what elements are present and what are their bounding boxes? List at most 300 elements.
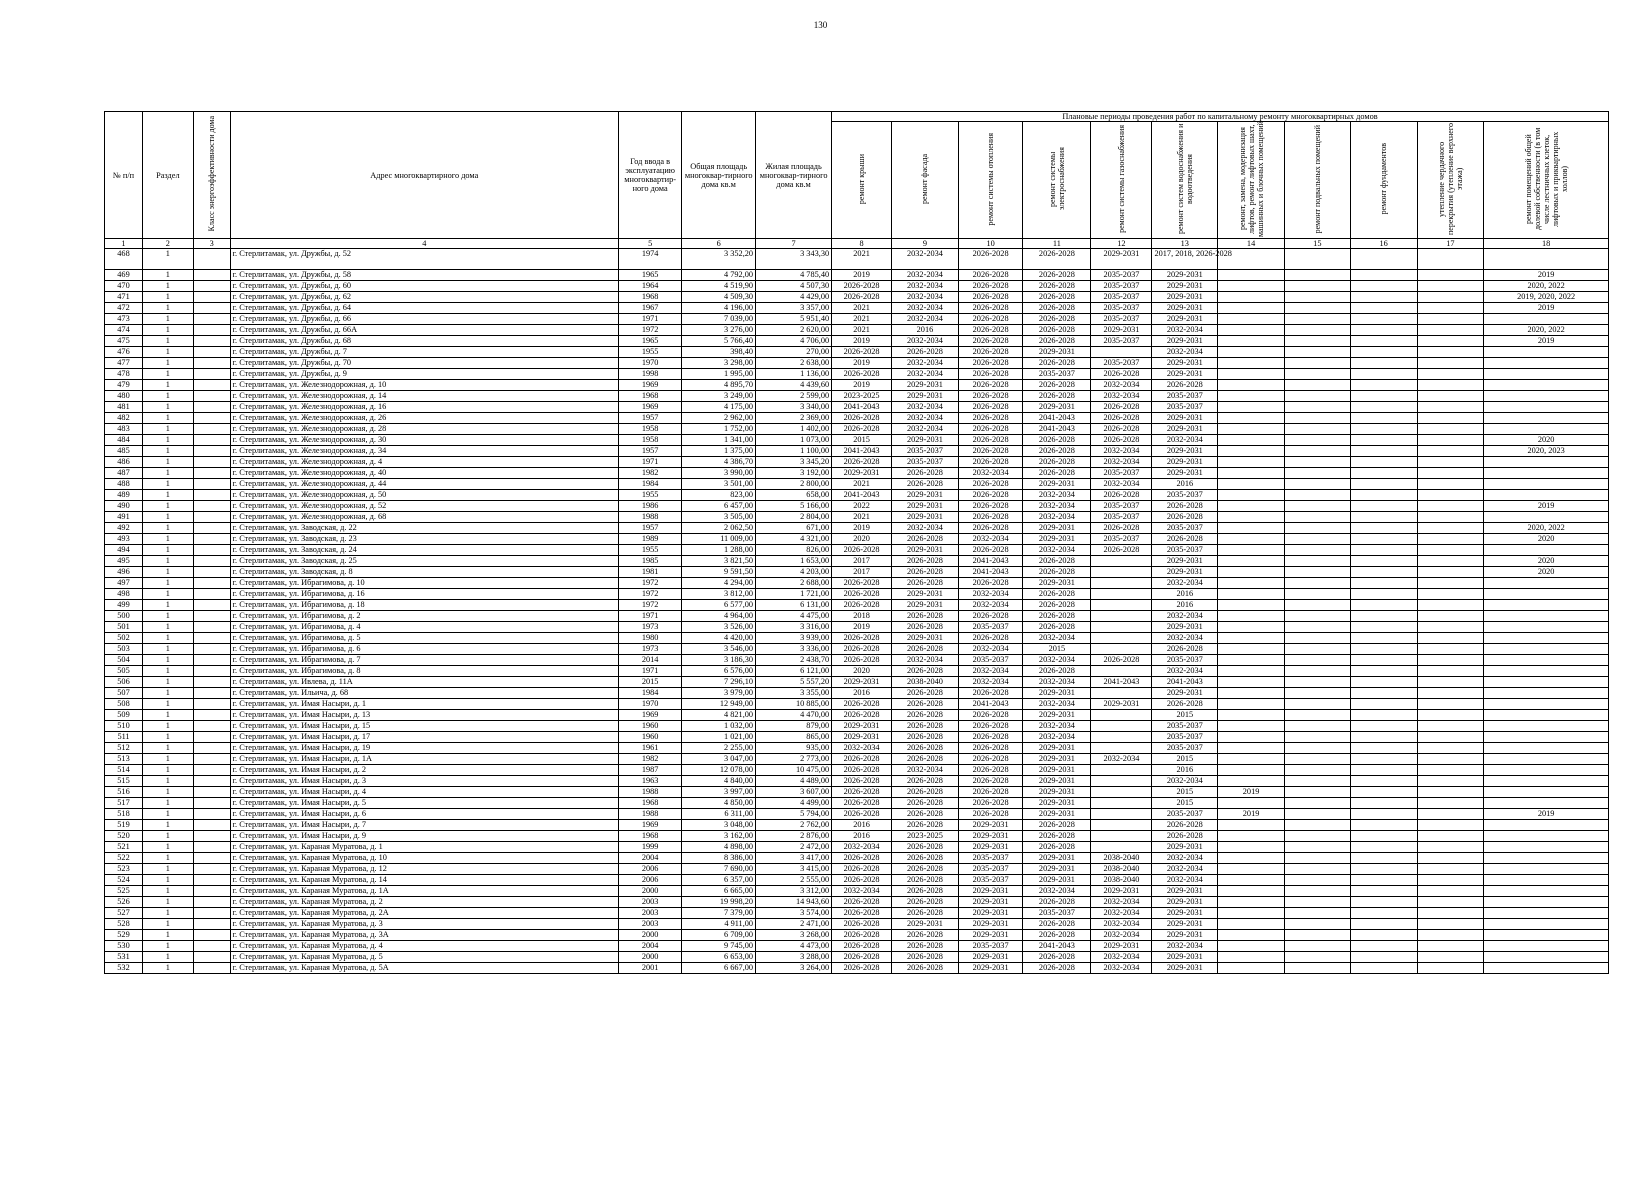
table-cell: 2032-2034 <box>1023 721 1091 732</box>
table-cell: 2016 <box>892 325 959 336</box>
table-cell: 480 <box>105 391 143 402</box>
table-cell: 2032-2034 <box>1152 347 1218 358</box>
table-cell: 2018 <box>832 611 892 622</box>
table-cell <box>1284 545 1350 556</box>
table-row <box>105 831 1609 842</box>
table-cell: 469 <box>105 270 143 281</box>
table-cell: 472 <box>105 303 143 314</box>
table-row <box>105 776 1609 787</box>
table-cell: 1 <box>143 919 194 930</box>
table-cell: 2032-2034 <box>1091 908 1152 919</box>
table-cell <box>193 666 230 677</box>
table-cell: 2 876,00 <box>756 831 832 842</box>
table-cell: 2035-2037 <box>958 853 1023 864</box>
table-cell: 2026-2028 <box>892 820 959 831</box>
address-cell: г. Стерлитамак, ул. Имая Насыри, д. 6 <box>230 809 618 820</box>
table-cell: 515 <box>105 776 143 787</box>
table-cell: 2041-2043 <box>1023 413 1091 424</box>
table-cell: 2029-2031 <box>1152 303 1218 314</box>
table-row <box>105 765 1609 776</box>
table-cell: 2032-2034 <box>832 743 892 754</box>
header-electric: ремонт системы электроснабжения <box>1023 122 1091 239</box>
table-cell <box>1218 314 1285 325</box>
table-cell: 2038-2040 <box>1091 864 1152 875</box>
table-cell: 2026-2028 <box>892 842 959 853</box>
table-cell: 1972 <box>618 578 681 589</box>
table-cell: 2000 <box>618 930 681 941</box>
table-cell <box>193 457 230 468</box>
table-cell: 1969 <box>618 710 681 721</box>
table-cell <box>1218 930 1285 941</box>
table-cell: 2026-2028 <box>958 336 1023 347</box>
table-cell <box>1350 523 1417 534</box>
table-cell: 2029-2031 <box>1091 325 1152 336</box>
table-cell <box>1284 743 1350 754</box>
table-cell <box>1284 919 1350 930</box>
table-cell <box>1218 391 1285 402</box>
table-cell: 3 997,00 <box>682 787 756 798</box>
table-cell: 4 470,00 <box>756 710 832 721</box>
table-cell: 1965 <box>618 336 681 347</box>
table-cell: 2029-2031 <box>1152 281 1218 292</box>
table-cell: 2026-2028 <box>892 666 959 677</box>
table-row <box>105 875 1609 886</box>
table-row <box>105 567 1609 578</box>
table-cell: 4 473,00 <box>756 941 832 952</box>
table-cell <box>1284 721 1350 732</box>
table-cell: 1968 <box>618 292 681 303</box>
table-cell: 2032-2034 <box>892 314 959 325</box>
table-cell: 6 653,00 <box>682 952 756 963</box>
address-cell: г. Стерлитамак, ул. Дружбы, д. 68 <box>230 336 618 347</box>
table-cell <box>1417 853 1484 864</box>
table-cell: 2026-2028 <box>958 358 1023 369</box>
table-cell <box>1417 556 1484 567</box>
table-cell: 2032-2034 <box>1152 611 1218 622</box>
table-cell: 2026-2028 <box>1023 963 1091 974</box>
table-cell <box>1417 424 1484 435</box>
address-cell: г. Стерлитамак, ул. Дружбы, д. 64 <box>230 303 618 314</box>
table-cell <box>1218 897 1285 908</box>
table-cell: 3 812,00 <box>682 589 756 600</box>
table-cell: 2035-2037 <box>1152 732 1218 743</box>
table-cell <box>1218 369 1285 380</box>
table-cell: 2 688,00 <box>756 578 832 589</box>
table-cell: 658,00 <box>756 490 832 501</box>
table-cell: 4 840,00 <box>682 776 756 787</box>
table-cell: 2026-2028 <box>832 853 892 864</box>
table-cell <box>1284 358 1350 369</box>
table-cell: 2035-2037 <box>958 864 1023 875</box>
table-cell: 2026-2028 <box>892 963 959 974</box>
table-cell <box>1417 325 1484 336</box>
table-cell: 1968 <box>618 798 681 809</box>
address-cell: г. Стерлитамак, ул. Дружбы, д. 60 <box>230 281 618 292</box>
table-cell <box>1350 941 1417 952</box>
table-row <box>105 435 1609 446</box>
table-row <box>105 380 1609 391</box>
table-cell <box>1417 732 1484 743</box>
table-cell <box>1284 765 1350 776</box>
table-cell <box>193 721 230 732</box>
table-cell: 1 <box>143 413 194 424</box>
table-cell: 2035-2037 <box>1152 655 1218 666</box>
table-cell: 14 943,60 <box>756 897 832 908</box>
table-cell: 2032-2034 <box>1091 391 1152 402</box>
address-cell: г. Стерлитамак, ул. Караная Муратова, д. 14 <box>230 875 618 886</box>
table-cell <box>193 765 230 776</box>
table-cell: 525 <box>105 886 143 897</box>
table-cell <box>193 886 230 897</box>
address-cell: г. Стерлитамак, ул. Железнодорожная, д. 30 <box>230 435 618 446</box>
table-cell: 2026-2028 <box>892 743 959 754</box>
table-cell: 1982 <box>618 754 681 765</box>
table-cell: 2026-2028 <box>958 611 1023 622</box>
table-cell <box>1484 963 1609 974</box>
table-row <box>105 446 1609 457</box>
table-cell: 2026-2028 <box>1023 380 1091 391</box>
table-cell <box>193 930 230 941</box>
table-cell: 1985 <box>618 556 681 567</box>
table-cell: 2014 <box>618 655 681 666</box>
table-cell <box>193 468 230 479</box>
address-cell: г. Стерлитамак, ул. Железнодорожная, д. 14 <box>230 391 618 402</box>
table-cell <box>1284 831 1350 842</box>
table-cell: 2029-2031 <box>1023 809 1091 820</box>
table-cell <box>1091 710 1152 721</box>
table-cell <box>1417 457 1484 468</box>
table-cell <box>193 787 230 798</box>
table-cell: 1971 <box>618 457 681 468</box>
table-cell <box>193 479 230 490</box>
table-cell: 2026-2028 <box>832 424 892 435</box>
table-cell <box>1284 567 1350 578</box>
table-cell: 1 <box>143 325 194 336</box>
table-cell: 499 <box>105 600 143 611</box>
table-cell <box>1417 842 1484 853</box>
table-cell: 2026-2028 <box>1152 512 1218 523</box>
table-cell: 2026-2028 <box>958 424 1023 435</box>
table-cell <box>193 270 230 281</box>
table-cell: 1 <box>143 468 194 479</box>
table-cell: 1970 <box>618 358 681 369</box>
table-cell <box>193 249 230 270</box>
table-cell: 1 <box>143 776 194 787</box>
table-cell: 2021 <box>832 249 892 270</box>
table-cell <box>1350 589 1417 600</box>
table-cell <box>1484 897 1609 908</box>
table-cell: 3 345,20 <box>756 457 832 468</box>
table-cell: 2035-2037 <box>1091 468 1152 479</box>
table-cell <box>1350 897 1417 908</box>
table-cell <box>1218 941 1285 952</box>
table-row <box>105 732 1609 743</box>
table-cell <box>1284 523 1350 534</box>
table-cell: 2029-2031 <box>1152 930 1218 941</box>
table-cell: 2035-2037 <box>1152 391 1218 402</box>
table-cell: 473 <box>105 314 143 325</box>
table-cell: 1 <box>143 391 194 402</box>
table-cell <box>1484 710 1609 721</box>
table-cell: 1965 <box>618 270 681 281</box>
table-cell <box>1284 699 1350 710</box>
table-cell <box>193 589 230 600</box>
table-cell <box>1484 677 1609 688</box>
table-cell: 1 375,00 <box>682 446 756 457</box>
table-cell: 1957 <box>618 446 681 457</box>
table-cell <box>1284 249 1350 270</box>
table-cell <box>1218 347 1285 358</box>
table-cell: 3 990,00 <box>682 468 756 479</box>
table-cell <box>1284 281 1350 292</box>
table-cell: 2032-2034 <box>1152 325 1218 336</box>
table-cell <box>1484 688 1609 699</box>
table-row <box>105 622 1609 633</box>
header-basement: ремонт подвальных помещений <box>1284 122 1350 239</box>
table-row <box>105 336 1609 347</box>
table-cell <box>1417 490 1484 501</box>
table-cell <box>1350 281 1417 292</box>
table-cell: 522 <box>105 853 143 864</box>
table-cell <box>1218 446 1285 457</box>
table-cell <box>1091 688 1152 699</box>
table-row <box>105 677 1609 688</box>
table-cell <box>1350 303 1417 314</box>
table-cell: 1 <box>143 732 194 743</box>
table-cell <box>1091 842 1152 853</box>
table-cell: 1974 <box>618 249 681 270</box>
table-cell <box>1218 864 1285 875</box>
table-cell: 2035-2037 <box>1091 292 1152 303</box>
table-cell <box>1284 336 1350 347</box>
table-cell <box>1484 578 1609 589</box>
table-cell: 1969 <box>618 380 681 391</box>
table-cell: 2019 <box>1218 809 1285 820</box>
table-cell: 479 <box>105 380 143 391</box>
table-cell: 2026-2028 <box>832 633 892 644</box>
table-cell <box>193 314 230 325</box>
table-cell <box>1417 391 1484 402</box>
table-cell: 6 121,00 <box>756 666 832 677</box>
table-cell: 2032-2034 <box>892 358 959 369</box>
table-cell: 2026-2028 <box>958 732 1023 743</box>
address-cell: г. Стерлитамак, ул. Караная Муратова, д. 2А <box>230 908 618 919</box>
table-row <box>105 249 1609 270</box>
table-cell <box>1484 831 1609 842</box>
table-row <box>105 699 1609 710</box>
table-cell: 2026-2028 <box>892 809 959 820</box>
table-cell <box>1484 369 1609 380</box>
table-cell: 2026-2028 <box>832 787 892 798</box>
table-cell: 2 620,00 <box>756 325 832 336</box>
table-cell: 2017, 2018, 2026-2028 <box>1152 249 1218 270</box>
table-cell: 2032-2034 <box>892 765 959 776</box>
table-cell: 4 519,90 <box>682 281 756 292</box>
table-cell: 1 <box>143 424 194 435</box>
table-cell <box>1417 523 1484 534</box>
table-cell: 2029-2031 <box>1023 875 1091 886</box>
table-row <box>105 325 1609 336</box>
table-cell: 2026-2028 <box>1023 303 1091 314</box>
table-cell: 3 298,00 <box>682 358 756 369</box>
table-cell: 3 939,00 <box>756 633 832 644</box>
table-cell <box>1091 809 1152 820</box>
table-row <box>105 347 1609 358</box>
table-cell: 2026-2028 <box>958 776 1023 787</box>
table-cell <box>1284 875 1350 886</box>
table-row <box>105 589 1609 600</box>
table-cell: 4 321,00 <box>756 534 832 545</box>
table-cell: 2032-2034 <box>1023 545 1091 556</box>
table-cell: 481 <box>105 402 143 413</box>
table-cell: 3 249,00 <box>682 391 756 402</box>
table-cell: 2029-2031 <box>1152 292 1218 303</box>
address-cell: г. Стерлитамак, ул. Имая Насыри, д. 2 <box>230 765 618 776</box>
table-cell: 2026-2028 <box>832 941 892 952</box>
table-cell: 3 276,00 <box>682 325 756 336</box>
table-cell <box>193 809 230 820</box>
table-cell: 2026-2028 <box>892 897 959 908</box>
table-cell: 826,00 <box>756 545 832 556</box>
table-cell: 2029-2031 <box>892 545 959 556</box>
table-cell: 2032-2034 <box>892 303 959 314</box>
table-cell <box>1284 633 1350 644</box>
table-cell: 2041-2043 <box>832 446 892 457</box>
table-cell: 4 196,00 <box>682 303 756 314</box>
address-cell: г. Стерлитамак, ул. Караная Муратова, д. 1 <box>230 842 618 853</box>
table-cell: 2026-2028 <box>832 963 892 974</box>
table-cell: 2029-2031 <box>892 600 959 611</box>
address-cell: г. Стерлитамак, ул. Караная Муратова, д. 3 <box>230 919 618 930</box>
table-cell <box>193 391 230 402</box>
table-cell: 2029-2031 <box>958 820 1023 831</box>
table-cell: 4 294,00 <box>682 578 756 589</box>
table-cell: 2032-2034 <box>1023 699 1091 710</box>
table-cell <box>1484 699 1609 710</box>
table-cell <box>193 402 230 413</box>
table-cell: 2041-2043 <box>832 402 892 413</box>
table-cell <box>1284 864 1350 875</box>
table-cell: 2029-2031 <box>1152 457 1218 468</box>
table-cell <box>1484 413 1609 424</box>
table-cell <box>1417 292 1484 303</box>
header-heating: ремонт системы отопления <box>958 122 1023 239</box>
table-cell: 1 <box>143 875 194 886</box>
table-cell: 2032-2034 <box>958 677 1023 688</box>
table-cell: 2021 <box>832 479 892 490</box>
table-cell: 2026-2028 <box>1091 402 1152 413</box>
table-cell <box>1091 556 1152 567</box>
table-cell: 1967 <box>618 303 681 314</box>
table-cell: 2032-2034 <box>958 468 1023 479</box>
table-cell <box>1284 589 1350 600</box>
table-cell <box>1284 886 1350 897</box>
table-cell <box>1417 336 1484 347</box>
table-cell <box>1218 644 1285 655</box>
table-row <box>105 534 1609 545</box>
table-cell: 513 <box>105 754 143 765</box>
table-cell: 4 429,00 <box>756 292 832 303</box>
header-water: ремонт систем водоснабжения и водоотведения <box>1152 122 1218 239</box>
header-elevator: ремонт, замена, модернизация лифтов, ремонт лифтовых шахт, машинных и блочных помещений <box>1218 122 1285 239</box>
table-cell: 484 <box>105 435 143 446</box>
header-common-property: ремонт помещений общей долевой собственности (в том числе лестничных клеток, лифтовых и приквартирных холлов) <box>1484 122 1609 239</box>
table-cell: 530 <box>105 941 143 952</box>
table-cell: 4 785,40 <box>756 270 832 281</box>
table-cell: 2000 <box>618 952 681 963</box>
table-row <box>105 952 1609 963</box>
table-cell <box>193 369 230 380</box>
table-cell: 2035-2037 <box>1152 490 1218 501</box>
table-cell <box>1417 479 1484 490</box>
table-cell <box>1417 578 1484 589</box>
table-cell: 487 <box>105 468 143 479</box>
table-cell: 2026-2028 <box>892 776 959 787</box>
table-cell <box>1091 787 1152 798</box>
table-cell <box>1350 567 1417 578</box>
table-cell <box>1284 534 1350 545</box>
address-cell: г. Стерлитамак, ул. Ибрагимова, д. 8 <box>230 666 618 677</box>
table-cell: 2029-2031 <box>958 831 1023 842</box>
table-cell: 512 <box>105 743 143 754</box>
table-cell: 2032-2034 <box>1091 446 1152 457</box>
table-cell: 1968 <box>618 391 681 402</box>
table-cell: 2026-2028 <box>1023 897 1091 908</box>
table-cell: 1 <box>143 952 194 963</box>
table-cell: 1963 <box>618 776 681 787</box>
table-cell: 2041-2043 <box>1152 677 1218 688</box>
table-cell <box>193 380 230 391</box>
table-cell: 2032-2034 <box>892 281 959 292</box>
table-cell: 2026-2028 <box>832 699 892 710</box>
table-cell: 2016 <box>1152 765 1218 776</box>
table-cell: 2026-2028 <box>958 369 1023 380</box>
table-cell: 1987 <box>618 765 681 776</box>
table-cell: 4 792,00 <box>682 270 756 281</box>
address-cell: г. Стерлитамак, ул. Дружбы, д. 7 <box>230 347 618 358</box>
table-cell: 520 <box>105 831 143 842</box>
table-cell <box>1218 798 1285 809</box>
table-cell: 2026-2028 <box>1023 336 1091 347</box>
table-cell <box>1417 688 1484 699</box>
table-cell: 2035-2037 <box>1091 358 1152 369</box>
table-cell: 2 800,00 <box>756 479 832 490</box>
table-cell <box>1218 501 1285 512</box>
table-cell: 2021 <box>832 325 892 336</box>
table-cell: 2 762,00 <box>756 820 832 831</box>
table-cell <box>1284 270 1350 281</box>
table-cell <box>1350 578 1417 589</box>
table-cell <box>193 644 230 655</box>
table-cell: 879,00 <box>756 721 832 732</box>
table-cell: 2026-2028 <box>958 391 1023 402</box>
table-cell: 2032-2034 <box>1152 875 1218 886</box>
table-cell: 2026-2028 <box>1023 842 1091 853</box>
table-cell: 2026-2028 <box>1152 820 1218 831</box>
table-cell <box>1218 743 1285 754</box>
table-cell: 2019 <box>1484 809 1609 820</box>
table-cell: 2035-2037 <box>1091 336 1152 347</box>
table-cell: 2026-2028 <box>832 545 892 556</box>
table-cell: 2026-2028 <box>892 875 959 886</box>
table-cell <box>1218 336 1285 347</box>
table-cell: 2019 <box>1218 787 1285 798</box>
table-cell: 2020 <box>1484 435 1609 446</box>
table-cell: 2032-2034 <box>958 589 1023 600</box>
table-cell <box>193 875 230 886</box>
table-cell <box>1284 644 1350 655</box>
table-row <box>105 391 1609 402</box>
